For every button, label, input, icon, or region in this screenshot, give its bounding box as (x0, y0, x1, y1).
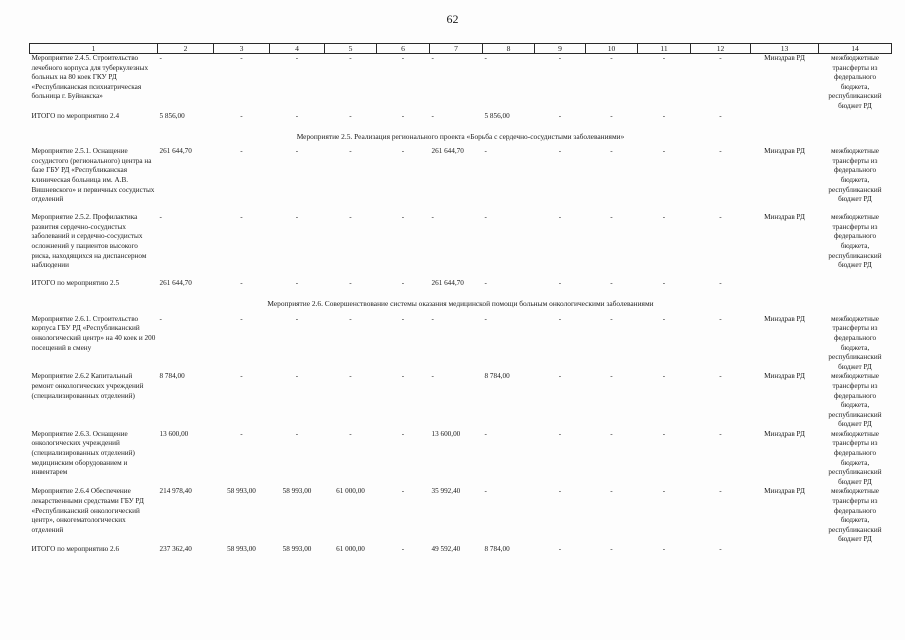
value-cell: - (295, 147, 299, 156)
value-cell: - (295, 429, 299, 438)
value-cell: - (719, 279, 722, 288)
value-cell: - (558, 372, 562, 381)
value-cell: 261 644,70 (159, 147, 192, 156)
responsible-cell (751, 545, 819, 557)
value-cell: - (431, 314, 434, 323)
table-row (30, 279, 892, 293)
value-cell: - (431, 213, 434, 222)
value-cell: - (240, 54, 243, 62)
value-cell: 49 592,40 (431, 545, 461, 553)
value-cell: - (295, 372, 299, 381)
header-cell: 9 (535, 44, 586, 54)
value-cell: 261 644,70 (431, 279, 464, 288)
budget-table (29, 43, 892, 557)
responsible-cell: Минздрав РД (764, 487, 805, 496)
value-cell: - (662, 279, 666, 288)
value-cell: - (295, 314, 299, 323)
funding-source-cell: межбюджетные трансферты из федерального бюджета, республиканский бюджет РД (828, 487, 882, 544)
value-cell: - (558, 429, 562, 438)
funding-source-cell: межбюджетные трансферты из федерального бюджета, республиканский бюджет РД (828, 429, 882, 486)
value-cell: - (349, 279, 352, 288)
value-cell: 5 856,00 (159, 111, 185, 120)
section-heading: Мероприятие 2.5. Реализация регионального проекта «Борьба с сердечно-сосудистыми заболеваниями» (296, 131, 625, 141)
table-row (30, 487, 892, 545)
value-cell: - (159, 213, 162, 222)
value-cell: 214 978,40 (159, 487, 192, 496)
row-name: Мероприятие 2.6.3. Оснащение онкологических учреждений (специализированных отделений) медицинским оборудованием и инвентарем (31, 429, 135, 477)
header-cell: 12 (691, 44, 751, 54)
value-cell: - (610, 545, 613, 553)
value-cell: 8 784,00 (159, 372, 185, 381)
funding-source-cell (819, 279, 892, 293)
row-name: Мероприятие 2.5.1. Оснащение сосудистого (регионального) центра на базе ГБУ РД «Республиканская клиническая больница им. А.В. Вишневского» и первичных сосудистых отделений (31, 147, 155, 204)
responsible-cell (751, 279, 819, 293)
value-cell: - (484, 487, 487, 496)
value-cell: - (610, 314, 613, 323)
row-name: ИТОГО по мероприятию 2.4 (31, 111, 120, 120)
value-cell: - (240, 279, 243, 288)
responsible-cell: Минздрав РД (764, 147, 805, 156)
header-cell: 1 (30, 44, 158, 54)
value-cell: - (662, 487, 666, 496)
value-cell: - (558, 279, 562, 288)
value-cell: - (401, 279, 405, 288)
value-cell: - (662, 429, 666, 438)
header-cell: 3 (214, 44, 270, 54)
value-cell: - (558, 111, 562, 120)
funding-source-cell: межбюджетные трансферты из федерального бюджета, республиканский бюджет РД (828, 372, 882, 429)
value-cell: - (295, 111, 299, 120)
value-cell: - (662, 147, 666, 156)
responsible-cell: Минздрав РД (764, 213, 805, 222)
value-cell: - (484, 213, 487, 222)
value-cell: - (662, 213, 666, 222)
value-cell: - (349, 213, 352, 222)
header-cell: 11 (638, 44, 691, 54)
value-cell: - (719, 213, 722, 222)
value-cell: - (401, 487, 405, 496)
value-cell: - (719, 372, 722, 381)
value-cell: - (719, 429, 722, 438)
value-cell: - (662, 54, 666, 62)
value-cell: - (719, 545, 722, 553)
value-cell: - (558, 487, 562, 496)
funding-source-cell (819, 545, 892, 557)
row-name: Мероприятие 2.4.5. Строительство лечебного корпуса для туберкулезных больных на 80 коек ГКУ РД «Республиканская психиатрическая больница г. Буйнакска» (31, 54, 149, 101)
value-cell: - (240, 314, 243, 323)
table-row (30, 545, 892, 557)
funding-source-cell: межбюджетные трансферты из федерального бюджета, республиканский бюджет РД (828, 213, 882, 270)
funding-source-cell: межбюджетные трансферты из федерального бюджета, республиканский бюджет РД (828, 314, 882, 371)
value-cell: - (349, 111, 352, 120)
value-cell: - (610, 111, 613, 120)
value-cell: - (349, 429, 352, 438)
value-cell: - (558, 314, 562, 323)
header-cell: 14 (819, 44, 892, 54)
row-name: Мероприятие 2.6.4 Обеспечение лекарственными средствами ГБУ РД «Республиканский онкологический центр», онкогематологических отделений (31, 487, 144, 534)
value-cell: - (401, 111, 405, 120)
value-cell: 13 600,00 (431, 429, 461, 438)
header-cell: 4 (270, 44, 325, 54)
value-cell: - (349, 147, 352, 156)
value-cell: 237 362,40 (159, 545, 192, 553)
value-cell: - (610, 279, 613, 288)
value-cell: - (401, 54, 405, 62)
value-cell: - (349, 54, 352, 62)
value-cell: 58 993,00 (282, 487, 312, 496)
row-name: Мероприятие 2.6.1. Строительство корпуса ГБУ РД «Республиканский онкологический центр» на 40 коек и 200 посещений в смену (31, 314, 156, 352)
header-cell: 7 (430, 44, 483, 54)
value-cell: 8 784,00 (484, 545, 510, 553)
value-cell: - (240, 372, 243, 381)
value-cell: - (558, 545, 562, 553)
value-cell: - (662, 314, 666, 323)
value-cell: - (240, 147, 243, 156)
value-cell: - (662, 372, 666, 381)
section-heading-row (30, 293, 892, 315)
value-cell: - (662, 111, 666, 120)
value-cell: - (662, 545, 666, 553)
section-heading-row (30, 126, 892, 148)
row-name: Мероприятие 2.5.2. Профилактика развития сердечно-сосудистых заболеваний и сердечно-сосудистых осложнений у пациентов высокого риска, находящихся на диспансерном наблюдении (31, 213, 147, 270)
value-cell: - (610, 213, 613, 222)
value-cell: - (484, 314, 487, 323)
table-row (30, 315, 892, 373)
value-cell: 8 784,00 (484, 372, 510, 381)
row-name: ИТОГО по мероприятию 2.5 (31, 279, 120, 288)
value-cell: - (610, 487, 613, 496)
value-cell: - (431, 54, 434, 62)
value-cell: - (349, 372, 352, 381)
value-cell: - (401, 213, 405, 222)
value-cell: - (240, 429, 243, 438)
funding-source-cell: межбюджетные трансферты из федерального бюджета, республиканский бюджет РД (828, 147, 882, 204)
value-cell: - (610, 372, 613, 381)
value-cell: - (431, 111, 434, 120)
value-cell: 5 856,00 (484, 111, 510, 120)
value-cell: 58 993,00 (227, 545, 256, 553)
value-cell: 261 644,70 (159, 279, 192, 288)
value-cell: - (719, 314, 722, 323)
value-cell: - (610, 54, 613, 62)
value-cell: - (401, 147, 405, 156)
value-cell: - (401, 372, 405, 381)
value-cell: - (484, 429, 487, 438)
value-cell: - (719, 111, 722, 120)
value-cell: - (558, 54, 562, 62)
value-cell: - (484, 279, 487, 288)
responsible-cell: Минздрав РД (764, 314, 805, 323)
header-cell: 6 (377, 44, 430, 54)
responsible-cell: Минздрав РД (764, 54, 805, 62)
value-cell: - (484, 147, 487, 156)
value-cell: - (719, 54, 722, 62)
value-cell: - (295, 279, 299, 288)
table-row (30, 112, 892, 126)
value-cell: 261 644,70 (431, 147, 464, 156)
value-cell: - (401, 429, 405, 438)
section-heading: Мероприятие 2.6. Совершенствование системы оказания медицинской помощи больным онкологическими заболеваниями (267, 299, 654, 309)
table-row (30, 430, 892, 488)
value-cell: - (240, 111, 243, 120)
value-cell: - (295, 213, 299, 222)
value-cell: - (719, 147, 722, 156)
table-row (30, 54, 892, 112)
value-cell: - (431, 372, 434, 381)
value-cell: - (610, 429, 613, 438)
header-cell: 13 (751, 44, 819, 54)
page-number: 62 (446, 12, 459, 26)
responsible-cell: Минздрав РД (764, 372, 805, 381)
value-cell: 58 993,00 (227, 487, 256, 496)
value-cell: - (610, 147, 613, 156)
value-cell: 61 000,00 (336, 545, 365, 553)
value-cell: - (349, 314, 352, 323)
value-cell: - (159, 54, 162, 62)
responsible-cell (751, 112, 819, 126)
value-cell: - (719, 487, 722, 496)
responsible-cell: Минздрав РД (764, 429, 805, 438)
header-cell: 2 (158, 44, 214, 54)
table-row (30, 372, 892, 430)
value-cell: - (401, 545, 405, 553)
value-cell: 61 000,00 (336, 487, 365, 496)
value-cell: - (484, 54, 487, 62)
value-cell: 58 993,00 (282, 545, 312, 553)
funding-source-cell (819, 112, 892, 126)
value-cell: - (558, 213, 562, 222)
value-cell: 13 600,00 (159, 429, 189, 438)
value-cell: - (159, 314, 162, 323)
row-name: Мероприятие 2.6.2 Капитальный ремонт онкологических учреждений (специализированных отделений) (31, 372, 144, 400)
table-row (30, 147, 892, 213)
header-cell: 10 (586, 44, 638, 54)
value-cell: - (401, 314, 405, 323)
value-cell: - (558, 147, 562, 156)
header-cell: 8 (483, 44, 535, 54)
header-cell: 5 (325, 44, 377, 54)
funding-source-cell: межбюджетные трансферты из федерального бюджета, республиканский бюджет РД (828, 54, 882, 110)
value-cell: 35 992,40 (431, 487, 461, 496)
value-cell: - (240, 213, 243, 222)
table-row (30, 213, 892, 279)
table-header-row (30, 44, 892, 54)
value-cell: - (295, 54, 299, 62)
row-name: ИТОГО по мероприятию 2.6 (31, 545, 120, 553)
